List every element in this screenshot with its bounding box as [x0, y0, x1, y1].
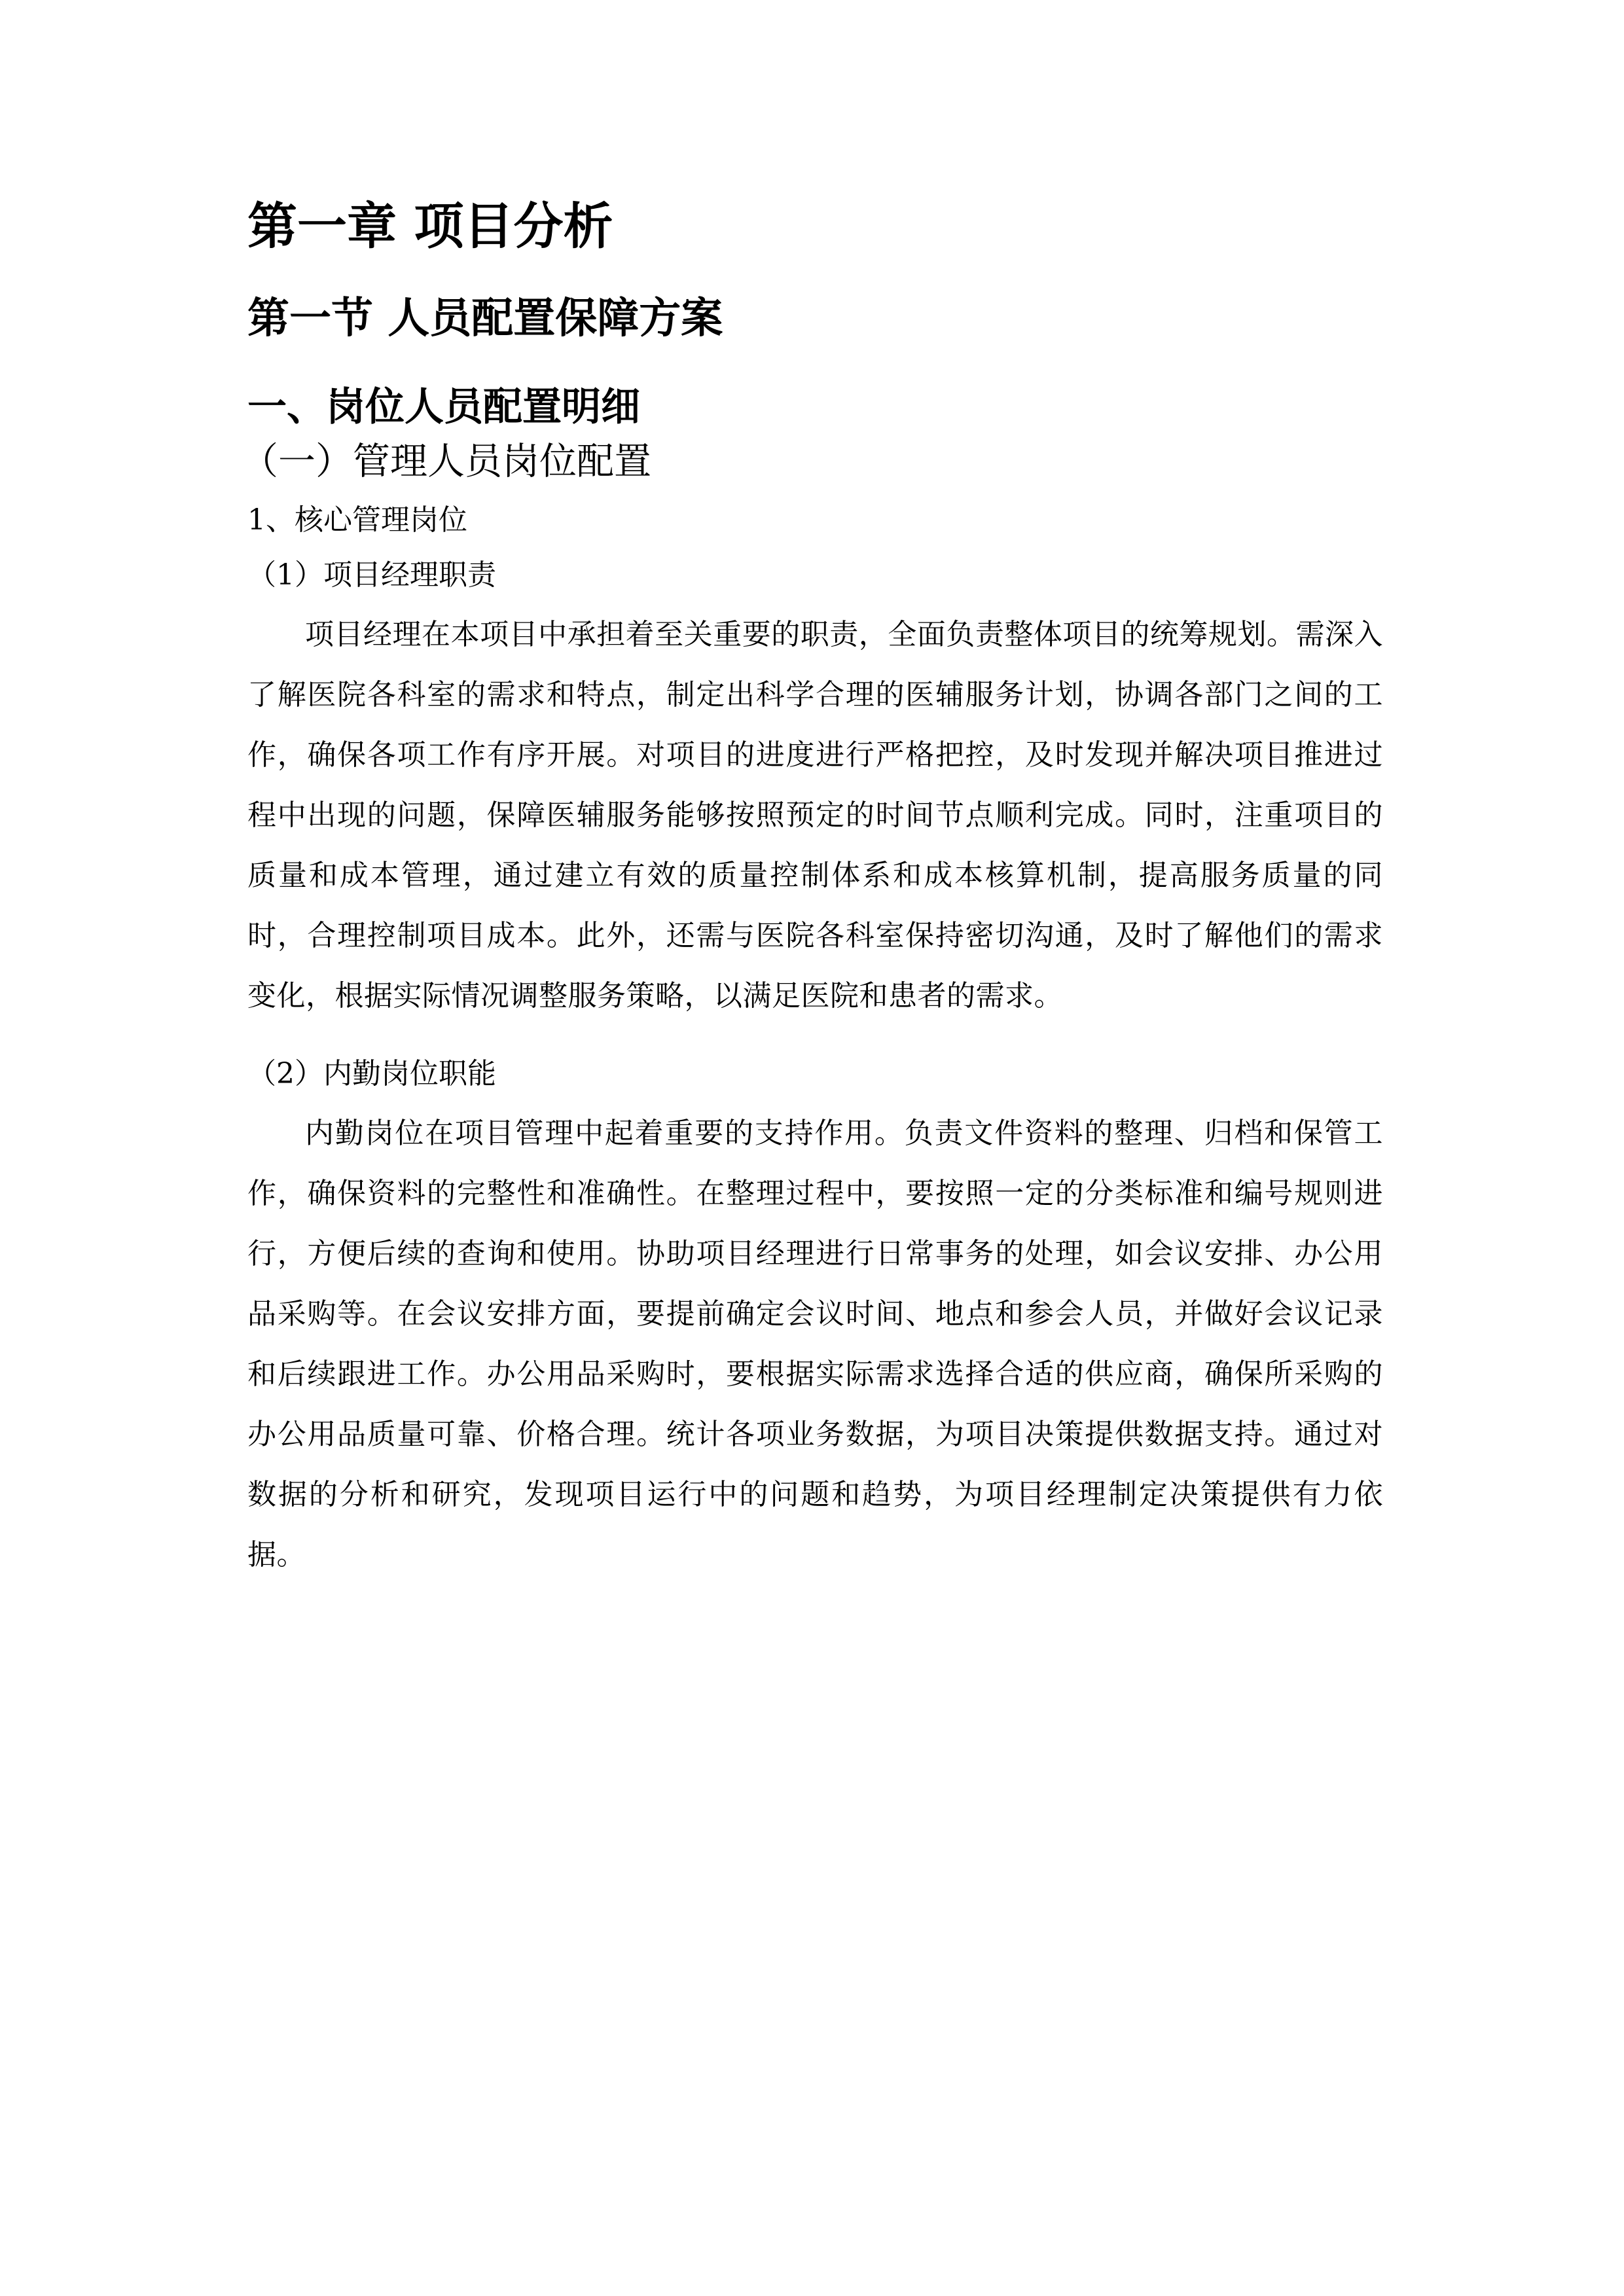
- chapter-title: 第一章 项目分析: [247, 197, 613, 255]
- item-1-paragraph: 项目经理在本项目中承担着至关重要的职责，全面负责整体项目的统筹规划。需深入了解医院各科室的需求和特点，制定出科学合理的医辅服务计划，协调各部门之间的工作，确保各项工作有序开展。对项目的进度进行严格把控，及时发现并解决项目推进过程中出现的问题，保障医辅服务能够按照预定的时间节点顺利完成。同时，注重项目的质量和成本管理，通过建立有效的质量控制体系和成本核算机制，提高服务质量的同时，合理控制项目成本。此外，还需与医院各科室保持密切沟通，及时了解他们的需求变化，根据实际情况调整服务策略，以满足医院和患者的需求。: [247, 618, 1383, 1013]
- item-2-paragraph: 内勤岗位在项目管理中起着重要的支持作用。负责文件资料的整理、归档和保管工作，确保资料的完整性和准确性。在整理过程中，要按照一定的分类标准和编号规则进行，方便后续的查询和使用。协助项目经理进行日常事务的处理，如会议安排、办公用品采购等。在会议安排方面，要提前确定会议时间、地点和参会人员，并做好会议记录和后续跟进工作。办公用品采购时，要根据实际需求选择合适的供应商，确保所采购的办公用品质量可靠、价格合理。统计各项业务数据，为项目决策提供数据支持。通过对数据的分析和研究，发现项目运行中的问题和趋势，为项目经理制定决策提供有力依据。: [247, 1117, 1383, 1572]
- heading-level-1: 一、岗位人员配置明细: [247, 384, 640, 430]
- document-body: [241, 196, 1383, 1611]
- heading-level-2: （一）管理人员岗位配置: [241, 439, 651, 483]
- item-1-title: （1）项目经理职责: [247, 558, 496, 592]
- item-2-title: （2）内勤岗位职能: [247, 1057, 496, 1091]
- heading-level-3: 1、核心管理岗位: [247, 503, 467, 537]
- section-title: 第一节 人员配置保障方案: [247, 295, 723, 344]
